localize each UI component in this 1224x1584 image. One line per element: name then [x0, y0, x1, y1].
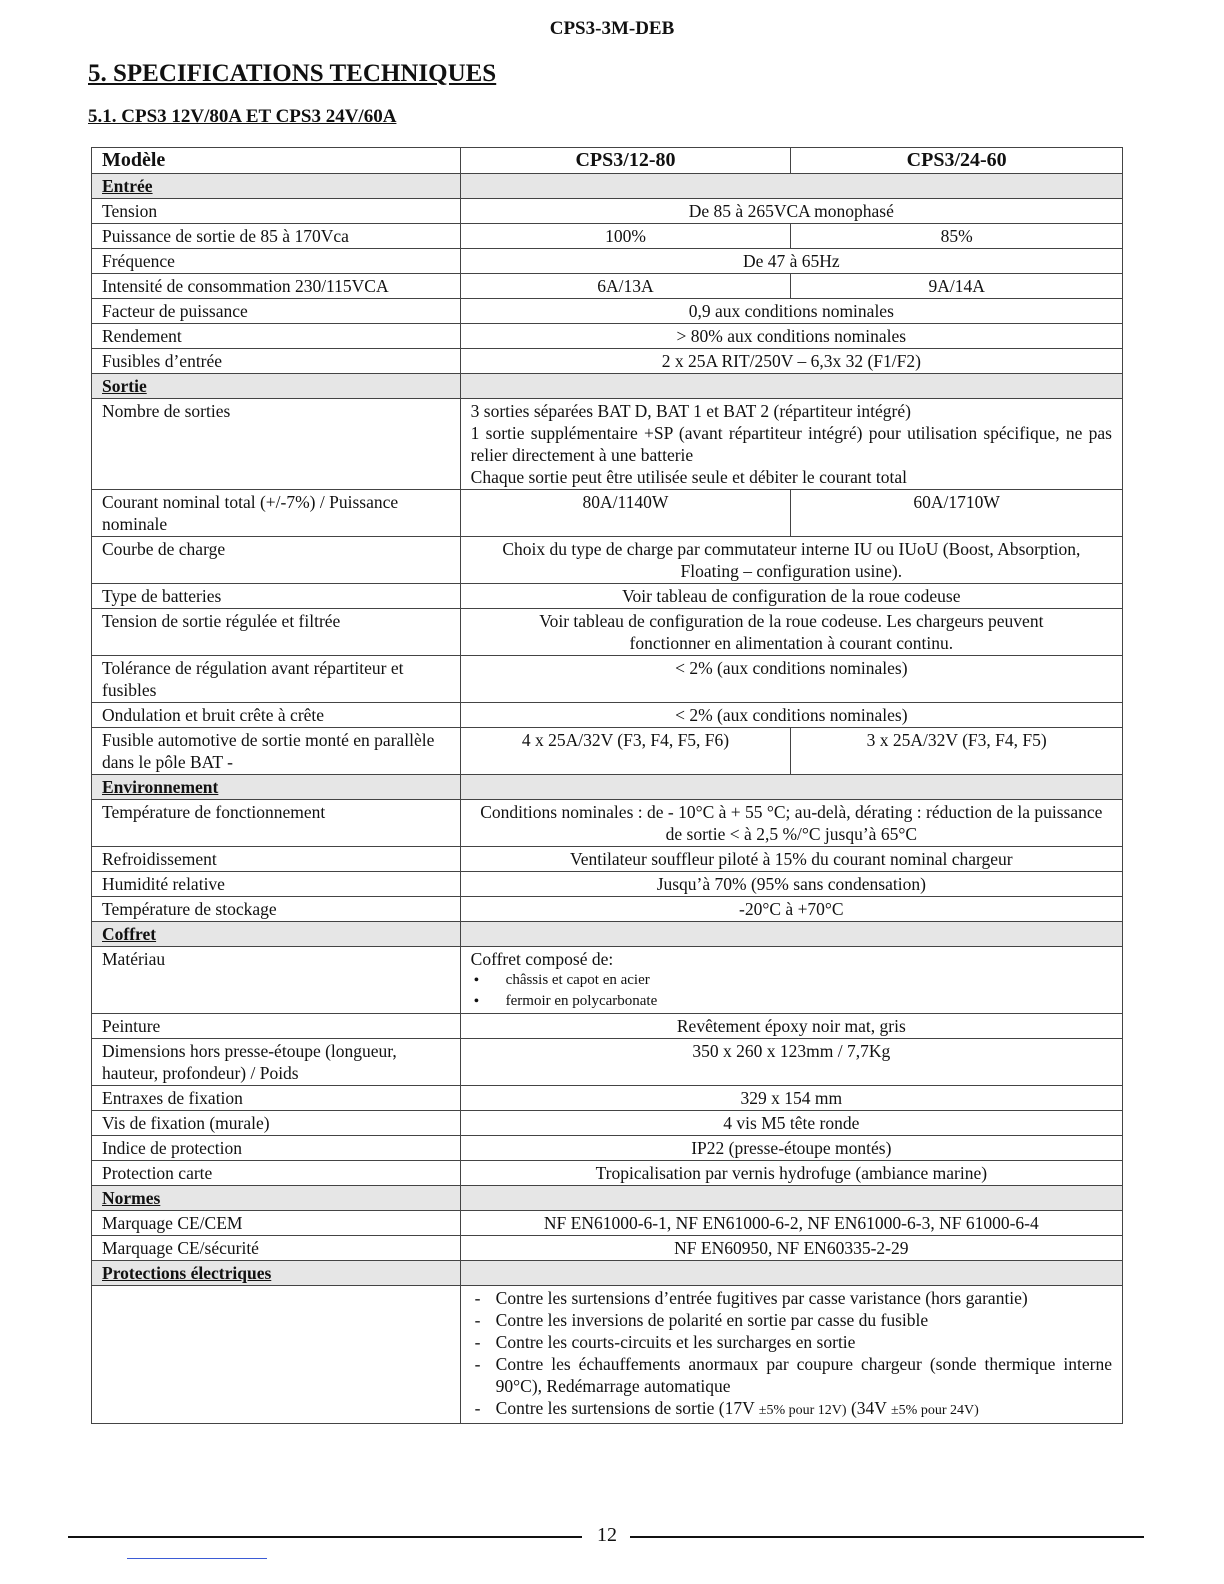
- table-row: [92, 1111, 1123, 1136]
- row-label: Protection carte: [92, 1161, 461, 1186]
- section-row-normes: [92, 1186, 1123, 1211]
- table-row: [92, 299, 1123, 324]
- row-value: 329 x 154 mm: [460, 1086, 1122, 1111]
- table-row: [92, 349, 1123, 374]
- last-item-prefix: Contre les surtensions de sortie (17V: [495, 1398, 755, 1418]
- row-value-b: 3 x 25A/32V (F3, F4, F5): [791, 728, 1123, 775]
- footer-divider-right: [630, 1536, 1144, 1538]
- table-row: [92, 1286, 1123, 1424]
- last-item-tolerance-24v: ±5% pour 24V): [890, 1403, 979, 1418]
- row-label: Dimensions hors presse-étoupe (longueur, hauteur, profondeur) / Poids: [92, 1039, 461, 1086]
- row-value: IP22 (presse-étoupe montés): [460, 1136, 1122, 1161]
- document-code-header: CPS3-3M-DEB: [549, 18, 675, 39]
- last-item-mid: (34V: [850, 1398, 887, 1418]
- row-value: Ventilateur souffleur piloté à 15% du courant nominal chargeur: [460, 847, 1122, 872]
- row-label: Marquage CE/CEM: [92, 1211, 461, 1236]
- row-value: Voir tableau de configuration de la roue codeuse: [460, 584, 1122, 609]
- table-row: [92, 584, 1123, 609]
- row-value: 350 x 260 x 123mm / 7,7Kg: [460, 1039, 1122, 1086]
- row-label: Puissance de sortie de 85 à 170Vca: [92, 224, 461, 249]
- table-header-row: [92, 148, 1123, 174]
- row-value: Jusqu’à 70% (95% sans condensation): [460, 872, 1122, 897]
- table-row: [92, 399, 1123, 490]
- row-label: Tension de sortie régulée et filtrée: [92, 609, 461, 656]
- row-label: Température de fonctionnement: [92, 800, 461, 847]
- sortie-line-1: 3 sorties séparées BAT D, BAT 1 et BAT 2 (répartiteur intégré): [470, 401, 911, 421]
- table-row: [92, 800, 1123, 847]
- table-row: [92, 872, 1123, 897]
- row-label: Tension: [92, 199, 461, 224]
- section-row-sortie: [92, 374, 1123, 399]
- subsection-title: 5.1. CPS3 12V/80A ET CPS3 24V/60A: [88, 106, 397, 127]
- row-value: De 85 à 265VCA monophasé: [460, 199, 1122, 224]
- row-value-a: 100%: [460, 224, 791, 249]
- list-item: • fermoir en polycarbonate: [471, 991, 1112, 1012]
- row-label: Nombre de sorties: [92, 399, 461, 490]
- section-title-entree: Entrée: [92, 174, 461, 199]
- model-label: Modèle: [92, 148, 461, 174]
- row-value: Revêtement époxy noir mat, gris: [460, 1014, 1122, 1039]
- row-value: Tropicalisation par vernis hydrofuge (ambiance marine): [460, 1161, 1122, 1186]
- list-item: • châssis et capot en acier: [471, 970, 1112, 991]
- row-label: Intensité de consommation 230/115VCA: [92, 274, 461, 299]
- table-row: [92, 324, 1123, 349]
- list-item: - Contre les échauffements anormaux par coupure chargeur (sonde thermique interne 90°C), Redémarrage automatique: [471, 1353, 1112, 1397]
- table-row: [92, 490, 1123, 537]
- table-row: [92, 1039, 1123, 1086]
- row-value: Voir tableau de configuration de la roue codeuse. Les chargeurs peuvent fonctionner en alimentation à courant continu.: [460, 609, 1122, 656]
- row-value-a: 80A/1140W: [460, 490, 791, 537]
- table-row: [92, 1086, 1123, 1111]
- row-value: < 2% (aux conditions nominales): [460, 656, 1122, 703]
- table-row: [92, 847, 1123, 872]
- table-row: [92, 609, 1123, 656]
- materiau-list: [471, 970, 1112, 1012]
- model-a-header: CPS3/12-80: [460, 148, 791, 174]
- row-label: Peinture: [92, 1014, 461, 1039]
- footnote-rule: [127, 1558, 267, 1559]
- row-label: Humidité relative: [92, 872, 461, 897]
- row-label: Fréquence: [92, 249, 461, 274]
- section-title-normes: Normes: [92, 1186, 461, 1211]
- row-label: Indice de protection: [92, 1136, 461, 1161]
- table-row: [92, 1014, 1123, 1039]
- sortie-line-3: Chaque sortie peut être utilisée seule et débiter le courant total: [470, 467, 908, 487]
- row-label: Fusible automotive de sortie monté en parallèle dans le pôle BAT -: [92, 728, 461, 775]
- row-value: Choix du type de charge par commutateur interne IU ou IUoU (Boost, Absorption, Floating – configuration usine).: [460, 537, 1122, 584]
- row-value-b: 85%: [791, 224, 1123, 249]
- list-item: [471, 1397, 1112, 1422]
- row-label: Matériau: [92, 947, 461, 1014]
- row-value: NF EN60950, NF EN60335-2-29: [460, 1236, 1122, 1261]
- row-value: [460, 1286, 1122, 1424]
- row-value-a: 4 x 25A/32V (F3, F4, F5, F6): [460, 728, 791, 775]
- table-row: [92, 224, 1123, 249]
- table-row: [92, 1161, 1123, 1186]
- sortie-line-2: 1 sortie supplémentaire +SP (avant répartiteur intégré) pour utilisation spécifique, ne pas relier directement à une batterie: [470, 423, 1112, 465]
- specifications-table: [91, 147, 1123, 1424]
- table-row: [92, 947, 1123, 1014]
- section-title-environnement: Environnement: [92, 775, 461, 800]
- materiau-intro: Coffret composé de:: [470, 949, 614, 969]
- table-row: [92, 1136, 1123, 1161]
- row-label: Entraxes de fixation: [92, 1086, 461, 1111]
- table-row: [92, 1236, 1123, 1261]
- row-label: Refroidissement: [92, 847, 461, 872]
- row-value: [460, 947, 1122, 1014]
- row-value: Conditions nominales : de - 10°C à + 55 °C; au-delà, dérating : réduction de la puissance de sortie < à 2,5 %/°C jusqu’à 65°C: [460, 800, 1122, 847]
- section-row-coffret: [92, 922, 1123, 947]
- section-row-entree: [92, 174, 1123, 199]
- list-item: - Contre les surtensions d’entrée fugitives par casse varistance (hors garantie): [471, 1287, 1112, 1309]
- row-value: De 47 à 65Hz: [460, 249, 1122, 274]
- table-row: [92, 656, 1123, 703]
- row-value-a: 6A/13A: [460, 274, 791, 299]
- row-label: Type de batteries: [92, 584, 461, 609]
- row-value: 0,9 aux conditions nominales: [460, 299, 1122, 324]
- model-b-header: CPS3/24-60: [791, 148, 1123, 174]
- protections-list: [471, 1287, 1112, 1422]
- row-label: Courant nominal total (+/-7%) / Puissance nominale: [92, 490, 461, 537]
- list-item: - Contre les courts-circuits et les surcharges en sortie: [471, 1331, 1112, 1353]
- table-row: [92, 274, 1123, 299]
- table-row: [92, 1211, 1123, 1236]
- row-value: 4 vis M5 tête ronde: [460, 1111, 1122, 1136]
- row-label: Courbe de charge: [92, 537, 461, 584]
- row-value-b: 60A/1710W: [791, 490, 1123, 537]
- section-title-protections: Protections électriques: [92, 1261, 461, 1286]
- row-value: 2 x 25A RIT/250V – 6,3x 32 (F1/F2): [460, 349, 1122, 374]
- table-row: [92, 249, 1123, 274]
- row-label: Marquage CE/sécurité: [92, 1236, 461, 1261]
- footer-divider-left: [68, 1536, 582, 1538]
- table-row: [92, 897, 1123, 922]
- section-title: 5. SPECIFICATIONS TECHNIQUES: [88, 60, 497, 87]
- last-item-tolerance-12v: ±5% pour 12V): [758, 1403, 847, 1418]
- list-item: - Contre les inversions de polarité en sortie par casse du fusible: [471, 1309, 1112, 1331]
- row-value-b: 9A/14A: [791, 274, 1123, 299]
- section-title-coffret: Coffret: [92, 922, 461, 947]
- row-label: Vis de fixation (murale): [92, 1111, 461, 1136]
- section-row-protections: [92, 1261, 1123, 1286]
- table-row: [92, 537, 1123, 584]
- row-value: -20°C à +70°C: [460, 897, 1122, 922]
- row-value: [460, 399, 1122, 490]
- row-value: > 80% aux conditions nominales: [460, 324, 1122, 349]
- row-value: NF EN61000-6-1, NF EN61000-6-2, NF EN61000-6-3, NF 61000-6-4: [460, 1211, 1122, 1236]
- row-label: Facteur de puissance: [92, 299, 461, 324]
- section-title-sortie: Sortie: [92, 374, 461, 399]
- row-label: Fusibles d’entrée: [92, 349, 461, 374]
- row-label: Température de stockage: [92, 897, 461, 922]
- row-label: Tolérance de régulation avant répartiteur et fusibles: [92, 656, 461, 703]
- table-row: [92, 703, 1123, 728]
- row-label: Rendement: [92, 324, 461, 349]
- row-label: Ondulation et bruit crête à crête: [92, 703, 461, 728]
- row-value: < 2% (aux conditions nominales): [460, 703, 1122, 728]
- table-row: [92, 199, 1123, 224]
- section-row-environnement: [92, 775, 1123, 800]
- page-number: 12: [597, 1524, 617, 1546]
- table-row: [92, 728, 1123, 775]
